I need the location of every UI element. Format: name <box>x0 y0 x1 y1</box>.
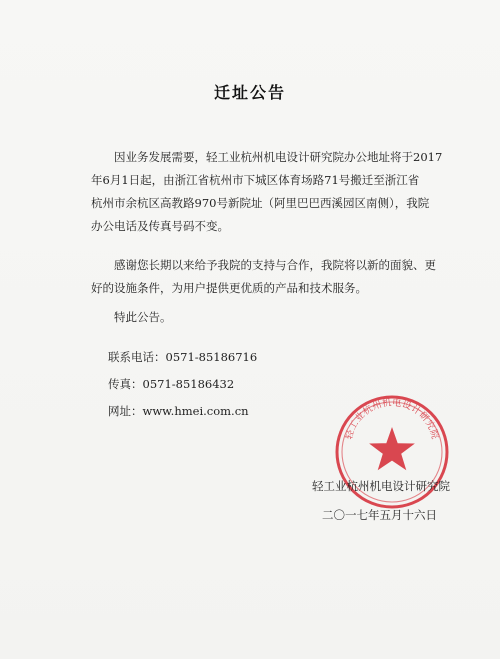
paragraph-1 <box>91 146 451 238</box>
seal-star <box>369 427 415 470</box>
paragraph-1-line-2: 年6月1日起，由浙江省杭州市下城区体育场路71号搬迁至浙江省 <box>91 173 420 187</box>
paragraph-1-line-1: 因业务发展需要，轻工业杭州机电设计研究院办公地址将于2017 <box>114 150 443 164</box>
document-title: 迁址公告 <box>213 83 286 102</box>
phone-contact: 联系电话：0571-85186716 <box>108 350 258 364</box>
paragraph-2-line-2: 好的设施条件，为用户提供更优质的产品和技术服务。 <box>91 281 367 295</box>
paragraph-2-line-1: 感谢您长期以来给予我院的支持与合作，我院将以新的面貌、更 <box>114 258 436 272</box>
official-seal-icon <box>330 390 454 514</box>
paragraph-3 <box>91 306 451 329</box>
signature: 轻工业杭州机电设计研究院 <box>312 479 450 493</box>
website-contact: 网址：www.hmei.com.cn <box>108 404 249 418</box>
paragraph-2 <box>91 254 451 300</box>
paragraph-3-line-1: 特此公告。 <box>114 310 172 324</box>
seal-text: 轻工业杭州机电设计研究院 <box>343 397 441 441</box>
document-date: 二〇一七年五月十六日 <box>322 508 437 522</box>
paragraph-1-line-3: 杭州市余杭区高教路970号新院址（阿里巴巴西溪园区南侧），我院 <box>91 196 430 210</box>
fax-contact: 传真：0571-85186432 <box>108 377 235 391</box>
paragraph-1-line-4: 办公电话及传真号码不变。 <box>91 219 229 233</box>
